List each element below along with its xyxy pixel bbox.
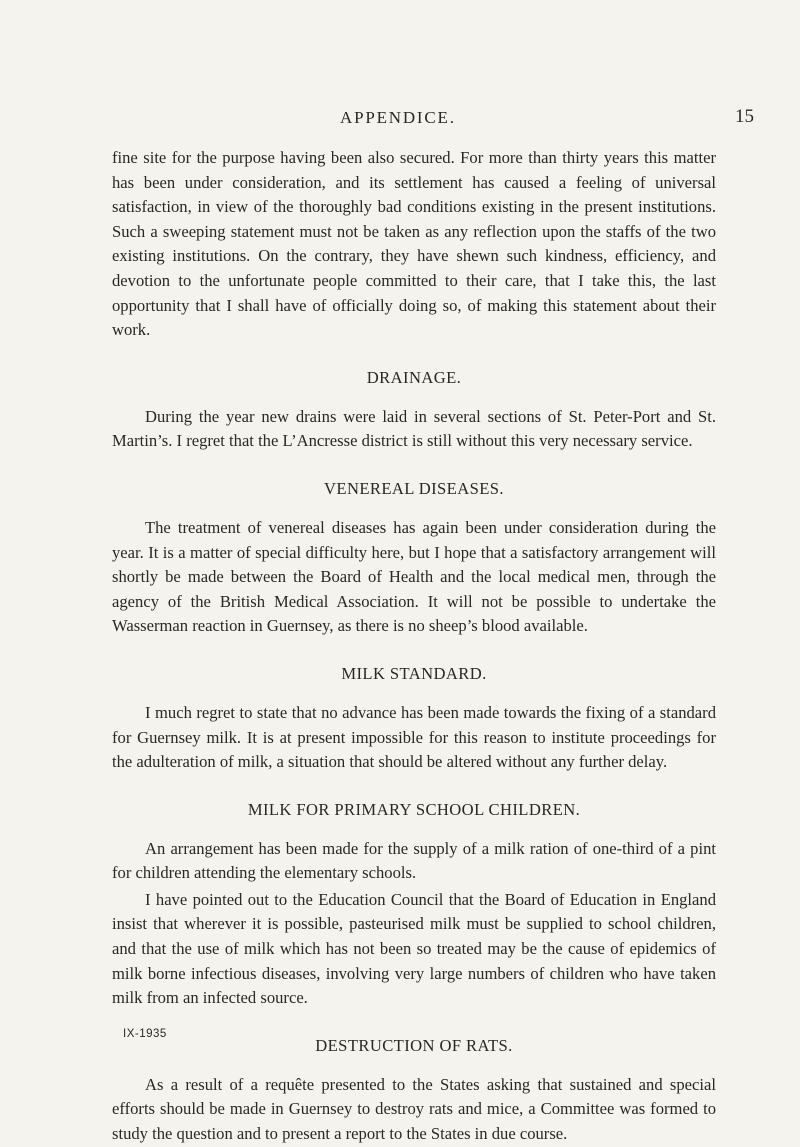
running-header (0, 108, 800, 132)
printer-signature: IX-1935 (123, 1028, 167, 1040)
heading-milk-for-primary-school-children: MILK FOR PRIMARY SCHOOL CHILDREN. (247, 799, 581, 819)
venereal-diseases-paragraph: The treatment of venereal diseases has again been under consideration during the year. It is a matter of special difficulty here, but I hope that a satisfactory arrangement will shortly be made between the Board of Health and the local medical men, through the agency of the British Medical Association. It will not be possible to undertake the Wasserman reaction in Guernsey, as there is no sheep’s blood available. (112, 517, 716, 636)
page-body (112, 146, 716, 1147)
heading-destruction-of-rats: DESTRUCTION OF RATS. (315, 1035, 513, 1055)
page-number: 15 (735, 106, 754, 127)
running-title: APPENDICE. (340, 108, 456, 127)
milk-children-paragraph-1: An arrangement has been made for the supply of a milk ration of one-third of a pint for children attending the elementary schools. (112, 838, 716, 883)
heading-venereal-diseases: VENEREAL DISEASES. (324, 478, 504, 498)
heading-drainage: DRAINAGE. (366, 367, 462, 387)
destruction-of-rats-paragraph: As a result of a requête presented to the States asking that sustained and special efforts should be made in Guernsey to destroy rats and mice, a Committee was formed to study the question and to present a report to the States in due course. (112, 1074, 716, 1144)
heading-milk-standard: MILK STANDARD. (341, 663, 487, 683)
drainage-paragraph: During the year new drains were laid in several sections of St. Peter-Port and St. Martin’s. I regret that the L’Ancresse district is still without this very necessary service. (112, 406, 716, 451)
intro-paragraph: fine site for the purpose having been also secured. For more than thirty years this matter has been under consideration, and its settlement has caused a feeling of universal satisfaction, in view of the thoroughly bad conditions existing in the present institutions. Such a sweeping statement must not be taken as any reflection upon the staffs of the two existing institutions. On the contrary, they have shewn such kindness, efficiency, and devotion to the unfortunate people committed to their care, that I take this, the last opportunity that I shall have of officially doing so, of making this statement about their work. (112, 148, 716, 340)
milk-children-paragraph-2: I have pointed out to the Education Council that the Board of Education in England insist that wherever it is possible, pasteurised milk must be supplied to school children, and that the use of milk which has not been so treated may be the cause of epidemics of milk borne infectious diseases, involving very large numbers of children who have taken milk from an infected source. (112, 889, 716, 1008)
milk-standard-paragraph: I much regret to state that no advance has been made towards the fixing of a standard for Guernsey milk. It is at present impossible for this reason to institute proceedings for the adulteration of milk, a situation that should be altered without any further delay. (112, 702, 716, 772)
